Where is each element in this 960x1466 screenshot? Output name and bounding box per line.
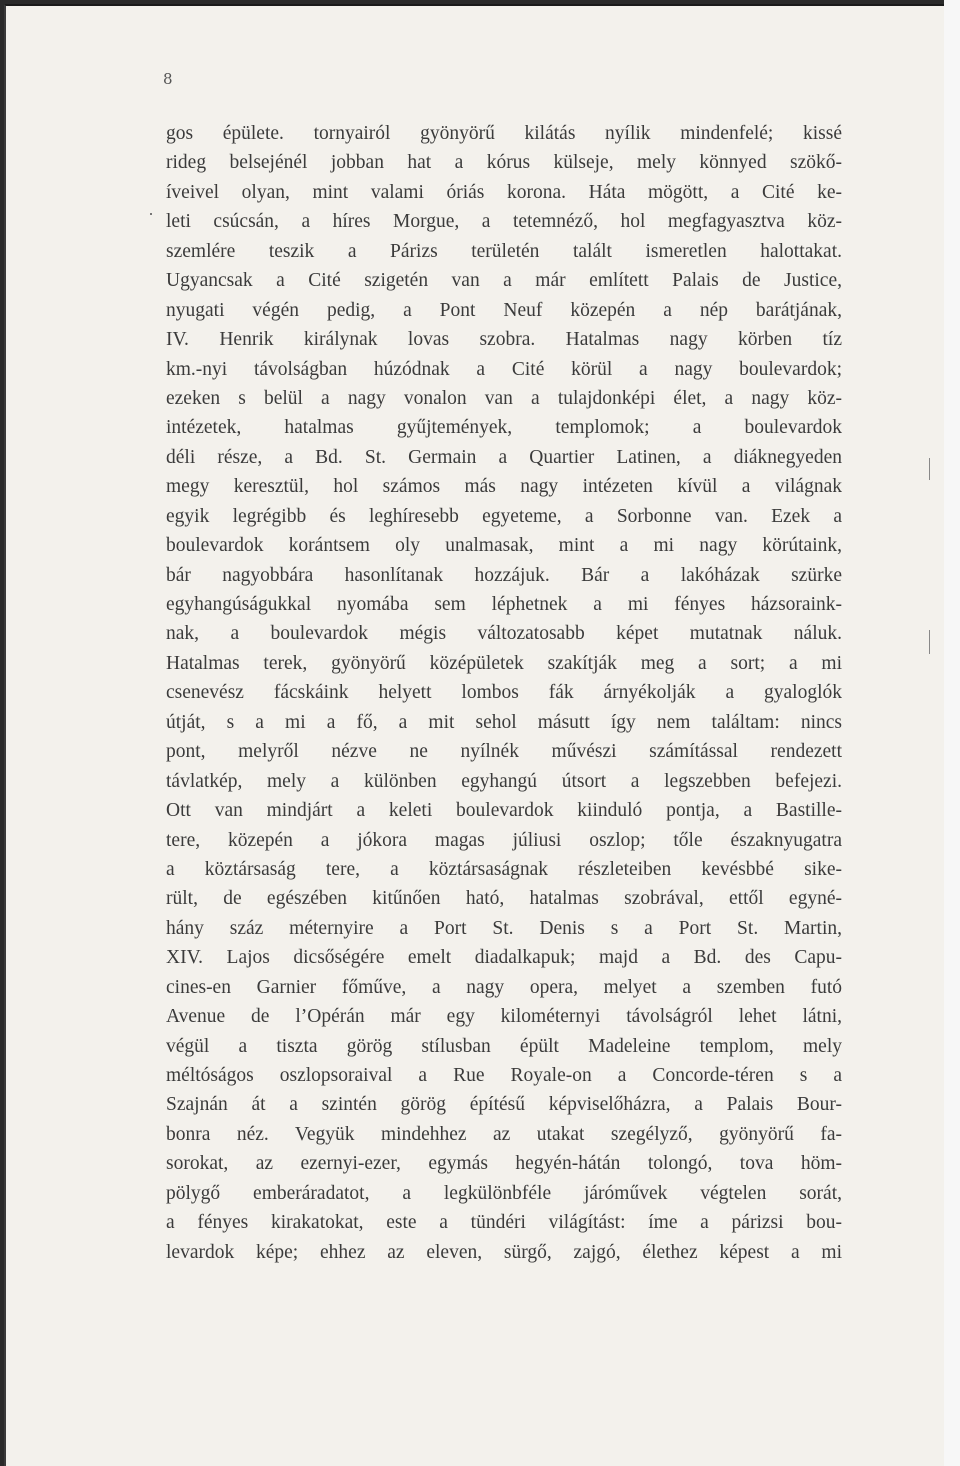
text-line: levardok képe; ehhez az eleven, sürgő, zajgó, élethez képest a mi <box>166 1241 842 1263</box>
text-line: pont, melyről nézve ne nyílnék művészi számítással rendezett <box>166 741 842 763</box>
edge-mark <box>929 458 930 480</box>
text-line: intézetek, hatalmas gyűjtemények, templomok; a boulevardok <box>166 417 842 439</box>
text-line: megy keresztül, hol számos más nagy intézeten kívül a világnak <box>166 476 842 498</box>
text-line: íveivel olyan, mint valami óriás korona. Háta mögött, a Cité ke- <box>166 181 842 203</box>
text-line: ezeken s belül a nagy vonalon van a tulajdonképi élet, a nagy köz- <box>166 387 842 409</box>
margin-speck <box>150 213 152 215</box>
text-line: nak, a boulevardok mégis változatosabb képet mutatnak náluk. <box>166 623 842 645</box>
text-line: a fényes kirakatokat, este a tündéri világítást: íme a párizsi bou- <box>166 1212 842 1234</box>
text-line: rült, de egészében kitűnően ható, hatalmas szobrával, ettől egyné- <box>166 888 842 910</box>
text-line: leti csúcsán, a híres Morgue, a tetemnéző, hol megfagyasztva köz- <box>166 211 842 233</box>
text-line: távlatkép, mely a különben egyhangú útsort a legszebben befejezi. <box>166 770 842 792</box>
text-line: déli része, a Bd. St. Germain a Quartier Latinen, a diáknegyeden <box>166 446 842 468</box>
text-line: csenevész fácskáink helyett lombos fák árnyékolják a gyaloglók <box>166 682 842 704</box>
text-line: bár nagyobbára hasonlítanak hozzájuk. Bár a lakóházak szürke <box>166 564 842 586</box>
text-line: útját, s a mi a fő, a mit sehol másutt így nem találtam: nincs <box>166 711 842 733</box>
text-line: Avenue de l’Opérán már egy kilométernyi távolságról lehet látni, <box>166 1006 842 1028</box>
text-line: IV. Henrik királynak lovas szobra. Hatalmas nagy körben tíz <box>166 329 842 351</box>
text-line: XIV. Lajos dicsőségére emelt diadalkapuk; majd a Bd. des Capu- <box>166 947 842 969</box>
text-line: Ott van mindjárt a keleti boulevardok kiinduló pontja, a Bastille- <box>166 800 842 822</box>
text-line: km.-nyi távolságban húzódnak a Cité körül a nagy boulevardok; <box>166 358 842 380</box>
text-line: Szajnán át a szintén görög építésű képviselőházra, a Palais Bour- <box>166 1094 842 1116</box>
text-line: hány száz méternyire a Port St. Denis s a Port St. Martin, <box>166 917 842 939</box>
scan-margin <box>944 0 960 1466</box>
text-line: végül a tiszta görög stílusban épült Madeleine templom, mely <box>166 1035 842 1057</box>
text-line: pölygő emberáradatot, a legkülönbféle járóművek végtelen sorát, <box>166 1182 842 1204</box>
edge-mark <box>929 630 930 654</box>
text-line: boulevardok korántsem oly unalmasak, mint a mi nagy körútaink, <box>166 535 842 557</box>
text-line: bonra néz. Vegyük mindehhez az utakat szegélyző, gyönyörű fa- <box>166 1123 842 1145</box>
text-line: szemlére teszik a Párizs területén talált ismeretlen halottakat. <box>166 240 842 262</box>
text-line: sorokat, az ezernyi-ezer, egymás hegyén-hátán tolongó, tova höm- <box>166 1153 842 1175</box>
text-line: Hatalmas terek, gyönyörű középületek szakítják meg a sort; a mi <box>166 652 842 674</box>
text-line: rideg belsejénél jobban hat a kórus külseje, mely könnyed szökő- <box>166 152 842 174</box>
text-line: cines-en Garnier főműve, a nagy opera, melyet a szemben futó <box>166 976 842 998</box>
text-line: egyhangúságukkal nyomába sem léphetnek a mi fényes házsoraink- <box>166 594 842 615</box>
text-line: a köztársaság tere, a köztársaságnak részleteiben kevésbbé sike- <box>166 858 842 880</box>
text-line: méltóságos oszlopsoraival a Rue Royale-on a Concorde-téren s a <box>166 1065 842 1086</box>
text-line: tere, közepén a jókora magas júliusi oszlop; tőle északnyugatra <box>166 829 842 851</box>
text-line: nyugati végén pedig, a Pont Neuf közepén a nép barátjának, <box>166 299 842 321</box>
text-line: gos épülete. tornyairól gyönyörű kilátás nyílik mindenfelé; kissé <box>166 123 842 144</box>
body-text <box>166 119 842 1267</box>
page-number: 8 <box>163 70 174 88</box>
text-line: Ugyancsak a Cité szigetén van a már említett Palais de Justice, <box>166 270 842 292</box>
text-line: egyik legrégibb és leghíresebb egyeteme, a Sorbonne van. Ezek a <box>166 505 842 527</box>
